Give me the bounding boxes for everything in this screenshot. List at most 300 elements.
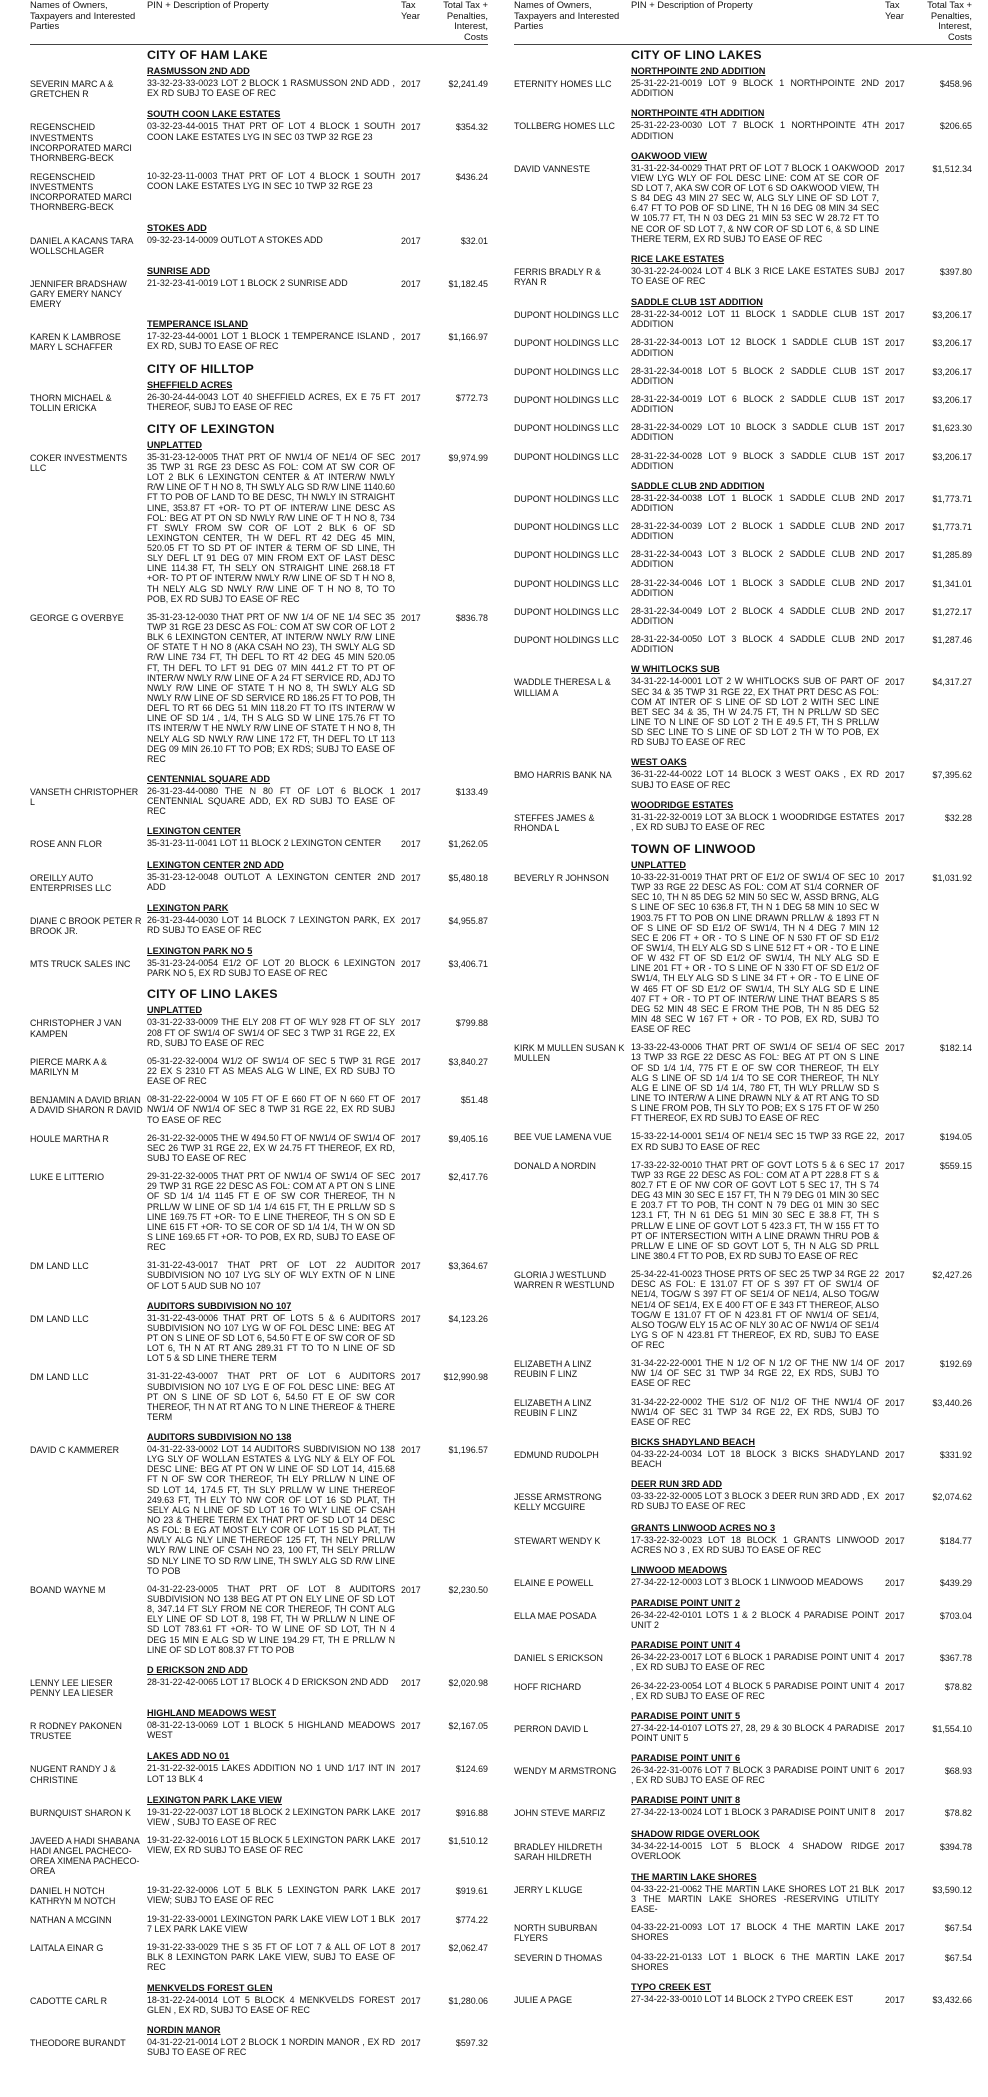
total-due: $836.78 [455, 612, 488, 623]
owner-name: VANSETH CHRISTOPHER L [30, 787, 139, 808]
property-description: 28-31-22-34-0019 LOT 6 BLOCK 2 SADDLE CLUB 1ST ADDITION [631, 393, 879, 415]
property-description: 21-31-22-32-0015 LAKES ADDITION NO 1 UND 1/17 INT IN LOT 13 BLK 4 [147, 1763, 395, 1784]
property-description: 08-31-22-13-0069 LOT 1 BLOCK 5 HIGHLAND MEADOWS WEST [147, 1720, 395, 1741]
total-due: $2,427.26 [932, 1270, 972, 1281]
tax-year: 2017 [885, 1884, 905, 1895]
tax-year: 2017 [401, 872, 421, 883]
tax-year: 2017 [885, 677, 905, 688]
property-description: 28-31-22-34-0028 LOT 9 BLOCK 3 SADDLE CLUB 1ST ADDITION [631, 450, 879, 471]
owner-name: LENNY LEE LIESER PENNY LEA LIESER [30, 1677, 114, 1699]
property-description: 25-34-22-41-0023 THOSE PRTS OF SEC 25 TWP 34 RGE 22 DESC AS FOL: E 131.07 FT OF S 397 FT OF SW1/4 OF NE1/4, TOG/W S 397 FT OF SE1/4 OF NE1/4, ALSO TOG/W NE1/4 OF SE1/4, EX E 400 FT OF E 343 FT THEREOF, ALSO TOG/W E 131.07 FT OF N 423.81 FT OF NW1/4 OF SE1/4, ALSO TOG/W ELY 15 AC OF NLY 30 AC OF NW1/4 OF SE1/4 LYG S OF N 423.81 FT THEREOF, EX RD, SUBJ TO EASE OF REC [631, 1269, 879, 1351]
property-description: 21-32-23-41-0019 LOT 1 BLOCK 2 SUNRISE ADD [147, 277, 348, 288]
property-description: 10-32-23-11-0003 THAT PRT OF LOT 4 BLOCK 1 SOUTH COON LAKE ESTATES LYG IN SEC 10 TWP 32 RGE 23 [147, 170, 395, 192]
header-pin: PIN + Description of Property [147, 0, 269, 10]
subdivision-heading: TEMPERANCE ISLAND [147, 319, 249, 330]
owner-name: JULIE A PAGE [514, 1994, 573, 2005]
subdivision-heading: NORTHPOINTE 4TH ADDITION [631, 108, 765, 119]
total-due: $3,206.17 [932, 366, 972, 377]
property-description: 35-31-23-12-0005 THAT PRT OF NW1/4 OF NE1/4 OF SEC 35 TWP 31 RGE 23 DESC AS FOL: COM AT SW COR OF LOT 2 BLK 6 LEXINGTON CENTER & AT INTER/W NWLY R/W LINE OF T H NO 8, TH SWLY ALG SD R/W LINE 1140.60 FT TO POB OF LAND TO BE DESC, TH NWLY IN STRAIGHT LINE, 353.87 FT +OR- TO PT OF INTER/W LINE DESC AS FOL: BEG AT PT ON SD NWLY R/W LINE OF T H NO 8, 734 FT SWLY FROM SW COR OF LOT 2 BLK 6 OF SD LEXINGTON CENTER, TH W DEFL RT 42 DEG 45 MIN, 520.05 FT TO SD PT OF INTER & TERM OF SD LINE, TH SLY DEFL LT 91 DEG 07 MIN FROM EXT OF LAST DESC LINE 114.38 FT, TH SELY ON STRAIGHT LINE 268.18 FT +OR- TO PT OF INTER/W NWLY R/W LINE OF SD T H NO 8, TH NELY ALG SD NWLY R/W LINE OF T H NO 8, TO TO POB, EX RD SUBJ TO EASE OF REC [147, 451, 395, 604]
total-due: $4,955.87 [448, 915, 488, 926]
total-due: $397.80 [939, 266, 972, 277]
table-row [514, 1920, 972, 1949]
total-due: $2,020.98 [448, 1677, 488, 1688]
table-row [30, 1131, 488, 1169]
tax-year: 2017 [885, 550, 905, 561]
owner-name: BENJAMIN A DAVID BRIAN A DAVID SHARON R DAVID [30, 1095, 143, 1116]
property-description: 03-32-23-44-0015 THAT PRT OF LOT 4 BLOCK 1 SOUTH COON LAKE ESTATES LYG IN SEC 03 TWP 32 RGE 23 [147, 121, 395, 142]
subdivision-heading: SADDLE CLUB 2ND ADDITION [631, 480, 765, 491]
table-row [514, 491, 972, 519]
property-description: 27-34-22-33-0010 LOT 14 BLOCK 2 TYPO CREEK EST [631, 1993, 854, 2004]
tax-year: 2017 [401, 915, 421, 926]
table-row [514, 449, 972, 477]
property-description: 28-31-22-34-0039 LOT 2 BLOCK 1 SADDLE CLUB 2ND ADDITION [631, 521, 879, 542]
table-row [30, 1718, 488, 1747]
subdivision-heading: TYPO CREEK EST [631, 1981, 712, 1992]
property-description: 17-32-23-44-0001 LOT 1 BLOCK 1 TEMPERANCE ISLAND , EX RD, SUBJ TO EASE OF REC [147, 331, 395, 352]
owner-name: JESSE ARMSTRONG KELLY MCGUIRE [514, 1492, 602, 1513]
subdivision-heading: UNPLATTED [147, 1005, 202, 1016]
table-row [30, 1805, 488, 1833]
tax-year: 2017 [401, 392, 421, 403]
subdivision-heading: UNPLATTED [147, 439, 202, 450]
table-row [514, 264, 972, 293]
total-due: $1,287.46 [932, 635, 972, 646]
subdivision-heading: PARADISE POINT UNIT 8 [631, 1795, 741, 1806]
owner-name: STEFFES JAMES & RHONDA L [514, 812, 595, 833]
table-row [30, 610, 488, 770]
owner-name: BURNQUIST SHARON K [30, 1807, 131, 1818]
tax-year: 2017 [401, 452, 421, 463]
total-due: $51.48 [460, 1095, 488, 1106]
owner-name: CHRISTOPHER J VAN KAMPEN [30, 1018, 122, 1039]
total-due: $772.73 [455, 392, 488, 403]
total-due: $5,480.18 [448, 872, 488, 883]
owner-name: DANIEL S ERICKSON [514, 1653, 603, 1664]
tax-year: 2017 [885, 1450, 905, 1461]
property-description: 28-31-22-34-0018 LOT 5 BLOCK 2 SADDLE CLUB 1ST ADDITION [631, 365, 879, 386]
owner-name: NUGENT RANDY J & CHRISTINE [30, 1764, 116, 1785]
table-row [514, 118, 972, 146]
tax-year: 2017 [401, 1372, 421, 1383]
owner-name: DM LAND LLC [30, 1261, 89, 1272]
table-row [514, 519, 972, 547]
subdivision-heading: STOKES ADD [147, 222, 207, 233]
table-row [514, 1533, 972, 1561]
city-heading: CITY OF LINO LAKES [631, 48, 762, 63]
property-description: 28-31-22-34-0043 LOT 3 BLOCK 2 SADDLE CLUB 2ND ADDITION [631, 549, 879, 570]
table-row [514, 810, 972, 839]
owner-name: JERRY L KLUGE [514, 1884, 583, 1895]
table-row [514, 1395, 972, 1433]
table-row [30, 1015, 488, 1053]
tax-year: 2017 [401, 959, 421, 970]
tax-year: 2017 [401, 839, 421, 850]
owner-name: DIANE C BROOK PETER R BROOK JR. [30, 915, 142, 936]
subdivision-heading: HIGHLAND MEADOWS WEST [147, 1708, 277, 1719]
tax-year: 2017 [885, 635, 905, 646]
property-description: 31-34-22-22-0001 THE N 1/2 OF N 1/2 OF THE NW 1/4 OF NW 1/4 OF SEC 31 TWP 34 RGE 22, EX RDS, SUBJ TO EASE OF REC [631, 1358, 879, 1389]
total-due: $439.29 [939, 1577, 972, 1588]
table-row [30, 233, 488, 262]
tax-year: 2017 [885, 1952, 905, 1963]
tax-year: 2017 [401, 1764, 421, 1775]
property-description: 19-31-22-22-0037 LOT 18 BLOCK 2 LEXINGTON PARK LAKE VIEW , SUBJ TO EASE OF REC [147, 1806, 395, 1827]
table-row [514, 1129, 972, 1157]
table-row [514, 307, 972, 335]
subdivision-heading: BICKS SHADYLAND BEACH [631, 1437, 756, 1448]
property-description: 26-31-22-32-0005 THE W 494.50 FT OF NW1/4 OF SW1/4 OF SEC 26 TWP 31 RGE 22, EX W 24.75 FT THEREOF, EX RD, SUBJ TO EASE OF REC [147, 1132, 395, 1163]
tax-year: 2017 [885, 1577, 905, 1588]
header-year: Tax Year [885, 0, 904, 21]
table-row [514, 1608, 972, 1636]
table-row [30, 1993, 488, 2021]
subdivision-heading: WOODRIDGE ESTATES [631, 799, 734, 810]
property-description: 26-34-22-23-0017 LOT 6 BLOCK 1 PARADISE POINT UNIT 4 , EX RD SUBJ TO EASE OF REC [631, 1652, 879, 1673]
owner-name: DUPONT HOLDINGS LLC [514, 522, 619, 533]
property-description: 27-34-22-13-0024 LOT 1 BLOCK 3 PARADISE POINT UNIT 8 [631, 1807, 876, 1818]
tax-year: 2017 [401, 235, 421, 246]
table-row [30, 1054, 488, 1092]
subdivision-heading: PARADISE POINT UNIT 4 [631, 1640, 741, 1651]
tax-year: 2017 [885, 338, 905, 349]
tax-year: 2017 [885, 1270, 905, 1281]
tax-year: 2017 [401, 171, 421, 182]
listing-column-right [514, 0, 972, 2097]
total-due: $9,405.16 [448, 1133, 488, 1144]
tax-year: 2017 [885, 1841, 905, 1852]
tax-year: 2017 [885, 79, 905, 90]
tax-year: 2017 [885, 1492, 905, 1503]
subdivision-heading: CENTENNIAL SQUARE ADD [147, 774, 271, 785]
property-description: 04-33-22-24-0034 LOT 18 BLOCK 3 BICKS SHADYLAND BEACH [631, 1449, 879, 1470]
total-due: $32.01 [460, 235, 488, 246]
property-description: 26-34-22-42-0101 LOTS 1 & 2 BLOCK 4 PARADISE POINT UNIT 2 [631, 1610, 879, 1631]
tax-year: 2017 [401, 1885, 421, 1896]
property-description: 28-31-22-34-0038 LOT 1 BLOCK 1 SADDLE CLUB 2ND ADDITION [631, 492, 879, 513]
table-row [514, 364, 972, 392]
owner-name: JAVEED A HADI SHABANA HADI ANGEL PACHECO-OREA XIMENA PACHECO-OREA [30, 1836, 140, 1877]
owner-name: HOFF RICHARD [514, 1681, 582, 1692]
table-row [514, 604, 972, 632]
subdivision-heading: WEST OAKS [631, 757, 687, 768]
property-description: 04-33-22-21-0093 LOT 17 BLOCK 4 THE MARTIN LAKE SHORES [631, 1922, 879, 1943]
tax-year: 2017 [885, 366, 905, 377]
owner-name: EDMUND RUDOLPH [514, 1450, 599, 1461]
tax-year: 2017 [401, 1445, 421, 1456]
tax-year: 2017 [401, 1914, 421, 1925]
table-row [30, 76, 488, 105]
tax-year: 2017 [885, 394, 905, 405]
property-description: 03-33-22-32-0005 LOT 3 BLOCK 3 DEER RUN 3RD ADD , EX RD SUBJ TO EASE OF REC [631, 1491, 879, 1512]
tax-year: 2017 [401, 1095, 421, 1106]
property-description: 31-31-22-43-0007 THAT PRT OF LOT 6 AUDITORS SUBDIVISION NO 107 LYG E OF FOL DESC LINE: BEG AT PT ON S LINE OF SD LOT 6, 54.50 FT E OF SW COR THEREOF, TH N AT RT ANG TO N LINE THEREOF & THERE TERM [147, 1371, 395, 1422]
table-row [514, 1158, 972, 1267]
owner-name: DANIEL A KACANS TARA WOLLSCHLAGER [30, 235, 133, 256]
tax-year: 2017 [401, 1172, 421, 1183]
tax-year: 2017 [885, 1653, 905, 1664]
owner-name: BEE VUE LAMENA VUE [514, 1132, 612, 1143]
table-row [514, 1679, 972, 1707]
total-due: $3,364.67 [448, 1261, 488, 1272]
total-due: $354.32 [455, 122, 488, 133]
owner-name: JOHN STEVE MARFIZ [514, 1808, 606, 1819]
total-due: $331.92 [939, 1450, 972, 1461]
subdivision-heading: LEXINGTON PARK NO 5 [147, 946, 253, 957]
owner-name: R RODNEY PAKONEN TRUSTEE [30, 1721, 122, 1742]
owner-name: KAREN K LAMBROSE MARY L SCHAFFER [30, 332, 121, 353]
owner-name: WENDY M ARMSTRONG [514, 1766, 617, 1777]
subdivision-heading: W WHITLOCKS SUB [631, 664, 720, 675]
header-total: Total Tax + Penalties, Interest, Costs [443, 0, 488, 42]
total-due: $182.14 [939, 1043, 972, 1054]
property-description: 27-34-22-14-0107 LOTS 27, 28, 29 & 30 BLOCK 4 PARADISE POINT UNIT 5 [631, 1722, 879, 1744]
subdivision-heading: LAKES ADD NO 01 [147, 1751, 230, 1762]
city-heading: CITY OF LEXINGTON [147, 421, 275, 436]
owner-name: THORN MICHAEL & TOLLIN ERICKA [30, 392, 112, 413]
owner-name: DANIEL H NOTCH KATHRYN M NOTCH [30, 1885, 116, 1906]
property-description: 28-31-22-34-0046 LOT 1 BLOCK 3 SADDLE CLUB 2ND ADDITION [631, 577, 879, 598]
property-description: 19-31-22-32-0016 LOT 15 BLOCK 5 LEXINGTON PARK LAKE VIEW, EX RD SUBJ TO EASE OF REC [147, 1835, 395, 1856]
owner-name: GEORGE G OVERBYE [30, 612, 124, 623]
property-description: 10-33-22-31-0019 THAT PRT OF E1/2 OF SW1/4 OF SEC 10 TWP 33 RGE 22 DESC AS FOL: COM AT S1/4 CORNER OF SEC 10, TH N 85 DEG 52 MIN 50 SEC W, ASSD BRNG, ALG S LINE OF SEC 10 636.8 FT, TH N 1 DEG 58 MIN 10 SEC W 1903.75 FT TO POB ON LINE DRAWN PRLL/W & 1893 FT N OF S LINE OF SD E1/2 OF SW1/4, TH N 4 DEG 7 MIN 12 SEC E 206 FT + OR - TO S LINE OF N 530 FT OF SD E1/2 OF SW1/4, TH ELY ALG SD S LINE 512 FT + OR - TO E LINE OF W 432 FT OF SD E1/2 OF SW1/4, TH NLY ALG SD E LINE 201 FT + OR - TO S LINE OF N 330 FT OF SD E1/2 OF SW1/4, TH ELY ALG SD S LINE 34 FT + OR - TO E LINE OF W 465 FT OF SD E1/2 OF SW1/4, TH SLY ALG SD E LINE 407 FT + OR - TO PT OF INTER/W LINE THAT BEARS S 85 DEG 52 MIN 48 SEC E FROM THE POB, TH N 85 DEG 52 MIN 48 SEC W 167 FT + OR - TO POB, EX RD, SUBJ TO EASE OF REC [631, 872, 879, 1035]
owner-name: NORTH SUBURBAN FLYERS [514, 1923, 598, 1944]
header-pin: PIN + Description of Property [631, 0, 753, 10]
total-due: $1,031.92 [932, 873, 972, 884]
total-due: $1,285.89 [932, 550, 972, 561]
property-description: 31-31-22-32-0019 LOT 3A BLOCK 1 WOODRIDGE ESTATES , EX RD SUBJ TO EASE OF REC [631, 811, 879, 832]
tax-year: 2017 [401, 1018, 421, 1029]
total-due: $2,417.76 [448, 1172, 488, 1183]
total-due: $3,406.71 [448, 959, 488, 970]
table-row [514, 1839, 972, 1868]
tax-year: 2017 [885, 163, 905, 174]
table-row [30, 836, 488, 855]
table-row [514, 767, 972, 795]
owner-name: DUPONT HOLDINGS LLC [514, 423, 619, 434]
table-row [514, 392, 972, 420]
total-due: $1,623.30 [932, 423, 972, 434]
owner-name: ELIZABETH A LINZ REUBIN F LINZ [514, 1359, 592, 1380]
table-row [30, 1092, 488, 1130]
property-description: 29-31-22-32-0005 THAT PRT OF NW1/4 OF SW1/4 OF SEC 29 TWP 31 RGE 22 DESC AS FOL: COM AT A PT ON S LINE OF SD 1/4 1/4 1145 FT E OF SW COR THEREOF, TH N PRLL/W W LINE OF SD 1/4 1/4 615 FT, TH E PRLL/W SD S LINE 169.75 FT +OR- TO E LINE THEREOF, TH S ON SD E LINE 615 FT +OR- TO SE COR OF SD 1/4 1/4, TH W ON SD S LINE 169.65 FT +OR- TO POB, EX RD, SUBJ TO EASE OF REC [147, 1171, 395, 1253]
tax-year: 2017 [885, 1723, 905, 1734]
owner-name: SEVERIN MARC A & GRETCHEN R [30, 79, 114, 100]
property-description: 04-33-22-21-0062 THE MARTIN LAKE SHORES LOT 21 BLK 3 THE MARTIN LAKE SHORES -RESERVING UTILITY EASE- [631, 1883, 879, 1915]
tax-year: 2017 [885, 1611, 905, 1622]
property-description: 31-34-22-22-0002 THE S1/2 OF N1/2 OF THE NW1/4 OF NW1/4 OF SEC 31 TWP 34 RGE 22, EX RDS, SUBJ TO EASE OF REC [631, 1396, 879, 1427]
table-row [30, 1442, 488, 1582]
total-due: $68.93 [944, 1766, 972, 1777]
subdivision-heading: PARADISE POINT UNIT 2 [631, 1598, 741, 1609]
tax-year: 2017 [885, 266, 905, 277]
subdivision-heading: RICE LAKE ESTATES [631, 253, 725, 264]
table-row [514, 1356, 972, 1394]
owner-name: DUPONT HOLDINGS LLC [514, 366, 619, 377]
total-due: $133.49 [455, 787, 488, 798]
property-description: 28-31-22-34-0012 LOT 11 BLOCK 1 SADDLE CLUB 1ST ADDITION [631, 309, 879, 330]
tax-year: 2017 [885, 1160, 905, 1171]
total-due: $3,206.17 [932, 451, 972, 462]
owner-name: DUPONT HOLDINGS LLC [514, 550, 619, 561]
property-description: 25-31-22-23-0030 LOT 7 BLOCK 1 NORTHPOINTE 4TH ADDITION [631, 120, 879, 141]
tax-year: 2017 [885, 606, 905, 617]
subdivision-heading: LINWOOD MEADOWS [631, 1564, 727, 1575]
total-due: $1,272.17 [932, 606, 972, 617]
table-row [30, 1582, 488, 1661]
owner-name: BRADLEY HILDRETH SARAH HILDRETH [514, 1841, 603, 1862]
tax-year: 2017 [401, 122, 421, 133]
table-row [30, 913, 488, 942]
property-description: 35-31-23-11-0041 LOT 11 BLOCK 2 LEXINGTON CENTER [147, 838, 382, 849]
owner-name: BOAND WAYNE M [30, 1584, 106, 1595]
subdivision-heading: GRANTS LINWOOD ACRES NO 3 [631, 1522, 776, 1533]
tax-year: 2017 [885, 1994, 905, 2005]
subdivision-heading: NORDIN MANOR [147, 2024, 221, 2035]
property-description: 28-31-22-34-0013 LOT 12 BLOCK 1 SADDLE CLUB 1ST ADDITION [631, 337, 879, 358]
table-row [514, 547, 972, 575]
subdivision-heading: RASMUSSON 2ND ADD [147, 66, 250, 77]
tax-year: 2017 [401, 612, 421, 623]
header-total: Total Tax + Penalties, Interest, Costs [927, 0, 972, 42]
table-row [30, 1675, 488, 1704]
subdivision-heading: THE MARTIN LAKE SHORES [631, 1871, 757, 1882]
property-description: 36-31-22-44-0022 LOT 14 BLOCK 3 WEST OAKS , EX RD SUBJ TO EASE OF REC [631, 769, 879, 790]
total-due: $3,206.17 [932, 310, 972, 321]
property-description: 33-32-23-33-0023 LOT 2 BLOCK 1 RASMUSSON 2ND ADD , EX RD SUBJ TO EASE OF REC [147, 78, 395, 99]
total-due: $3,440.26 [932, 1397, 972, 1408]
total-due: $703.04 [939, 1611, 972, 1622]
table-row [514, 1950, 972, 1978]
tax-year: 2017 [885, 873, 905, 884]
subdivision-heading: SHADOW RIDGE OVERLOOK [631, 1828, 760, 1839]
property-description: 28-31-22-42-0065 LOT 17 BLOCK 4 D ERICKSON 2ND ADD [147, 1676, 389, 1687]
tax-year: 2017 [885, 1397, 905, 1408]
tax-year: 2017 [885, 1681, 905, 1692]
property-description: 04-33-22-21-0133 LOT 1 BLOCK 6 THE MARTIN LAKE SHORES [631, 1951, 879, 1972]
owner-name: MTS TRUCK SALES INC [30, 959, 131, 970]
tax-year: 2017 [401, 1584, 421, 1595]
table-row [514, 1805, 972, 1824]
owner-name: LAITALA EINAR G [30, 1943, 104, 1954]
property-description: 19-31-22-33-0029 THE S 35 FT OF LOT 7 & ALL OF LOT 8 BLK 8 LEXINGTON PARK LAKE VIEW, SUBJ TO EASE OF REC [147, 1942, 395, 1973]
subdivision-heading: LEXINGTON PARK LAKE VIEW [147, 1794, 282, 1805]
property-description: 04-31-22-21-0014 LOT 2 BLOCK 1 NORDIN MANOR , EX RD SUBJ TO EASE OF REC [147, 2036, 395, 2057]
tax-year: 2017 [885, 1923, 905, 1934]
property-description: 28-31-22-34-0049 LOT 2 BLOCK 4 SADDLE CLUB 2ND ADDITION [631, 605, 879, 627]
property-description: 28-31-22-34-0029 LOT 10 BLOCK 3 SADDLE CLUB 1ST ADDITION [631, 422, 879, 443]
subdivision-heading: OAKWOOD VIEW [631, 150, 708, 161]
city-heading: CITY OF HILLTOP [147, 361, 254, 376]
subdivision-heading: PARADISE POINT UNIT 5 [631, 1710, 741, 1721]
property-description: 28-31-22-34-0050 LOT 3 BLOCK 4 SADDLE CLUB 2ND ADDITION [631, 634, 879, 655]
owner-name: DUPONT HOLDINGS LLC [514, 635, 619, 646]
tax-year: 2017 [885, 121, 905, 132]
total-due: $192.69 [939, 1359, 972, 1370]
owner-name: REGENSCHEID INVESTMENTS INCORPORATED MARCI THORNBERG-BECK [30, 171, 132, 213]
total-due: $799.88 [455, 1018, 488, 1029]
total-due: $9,974.99 [448, 452, 488, 463]
property-description: 19-31-22-32-0006 LOT 5 BLK 5 LEXINGTON PARK LAKE VIEW; SUBJ TO EASE OF REC [147, 1884, 395, 1905]
total-due: $436.24 [455, 171, 488, 182]
tax-year: 2017 [401, 332, 421, 343]
total-due: $2,230.50 [448, 1584, 488, 1595]
owner-name: DUPONT HOLDINGS LLC [514, 394, 619, 405]
tax-year: 2017 [885, 770, 905, 781]
table-row [514, 576, 972, 604]
listing-body [30, 48, 488, 2063]
table-row [30, 1258, 488, 1296]
owner-name: LUKE E LITTERIO [30, 1172, 104, 1183]
tax-year: 2017 [885, 1359, 905, 1370]
property-description: 34-31-22-14-0001 LOT 2 W WHITLOCKS SUB OF PART OF SEC 34 & 35 TWP 31 RGE 22, EX THAT PRT DESC AS FOL: COM AT INTER OF S LINE OF SD LOT 2 WITH SEC LINE BET SEC 34 & 35, TH W 24.75 FT, TH N PRLL/W SD SEC LINE TO N LINE OF SD LOT 2 TH E 49.5 FT, TH S PRLL/W SD SEC LINE TO S LINE OF SD LOT 2 TH W TO POB, EX RD SUBJ TO EASE OF REC [631, 676, 879, 748]
owner-name: DUPONT HOLDINGS LLC [514, 578, 619, 589]
table-row [514, 1040, 972, 1129]
tax-year: 2017 [885, 310, 905, 321]
table-row [30, 1169, 488, 1258]
total-due: $184.77 [939, 1535, 972, 1546]
subdivision-heading: SUNRISE ADD [147, 265, 210, 276]
property-description: 30-31-22-24-0024 LOT 4 BLK 3 RICE LAKE ESTATES SUBJ TO EASE OF REC [631, 265, 879, 286]
total-due: $4,317.27 [932, 677, 972, 688]
total-due: $1,166.97 [448, 332, 488, 343]
property-description: 31-31-22-43-0017 THAT PRT OF LOT 22 AUDITOR SUBDIVISION NO 107 LYG SLY OF WLY EXTN OF N LINE OF LOT 5 AUD SUB NO 107 [147, 1260, 395, 1291]
table-row [30, 329, 488, 358]
table-row [30, 1912, 488, 1940]
owner-name: ELIZABETH A LINZ REUBIN F LINZ [514, 1397, 592, 1418]
total-due: $1,341.01 [932, 578, 972, 589]
owner-name: ROSE ANN FLOR [30, 839, 103, 850]
total-due: $367.78 [939, 1653, 972, 1664]
owner-name: JENNIFER BRADSHAW GARY EMERY NANCY EMERY [30, 278, 127, 310]
table-row [514, 1650, 972, 1678]
property-description: 13-33-22-43-0006 THAT PRT OF SW1/4 OF SE1/4 OF SEC 13 TWP 33 RGE 22 DESC AS FOL: BEG AT PT ON S LINE OF SD 1/4 1/4, 775 FT E OF SW COR THEREOF, TH ELY ALG S LINE OF SD 1/4 1/4 TO SE COR THEREOF, TH NLY ALG E LINE OF SD 1/4 1/4, 780 FT, TH WLY PRLL/W SD S LINE TO INTER/W A LINE DRAWN NLY & AT RT ANG TO SD S LINE FROM POB, TH SLY TO POB; EX S 175 FT OF W 250 FT THEREOF, EX RD SUBJ TO EASE OF REC [631, 1042, 879, 1124]
total-due: $2,062.47 [448, 1943, 488, 1954]
table-row [514, 1267, 972, 1356]
subdivision-heading: DEER RUN 3RD ADD [631, 1479, 723, 1490]
total-due: $206.65 [939, 121, 972, 132]
total-due: $78.82 [944, 1808, 972, 1819]
total-due: $1,773.71 [932, 522, 972, 533]
table-row [514, 76, 972, 104]
property-description: 19-31-22-33-0001 LEXINGTON PARK LAKE VIEW LOT 1 BLK 7 LEX PARK LAKE VIEW [147, 1913, 395, 1934]
owner-name: ELAINE E POWELL [514, 1577, 594, 1588]
total-due: $67.54 [944, 1923, 972, 1934]
tax-year: 2017 [885, 493, 905, 504]
owner-name: HOULE MARTHA R [30, 1133, 109, 1144]
total-due: $597.32 [455, 2037, 488, 2048]
column-header [514, 0, 972, 45]
owner-name: DUPONT HOLDINGS LLC [514, 338, 619, 349]
tax-year: 2017 [401, 1261, 421, 1272]
total-due: $774.22 [455, 1914, 488, 1925]
owner-name: DM LAND LLC [30, 1313, 89, 1324]
tax-year: 2017 [885, 451, 905, 462]
tax-year: 2017 [401, 1313, 421, 1324]
listing-body [514, 48, 972, 2011]
property-description: 05-31-22-32-0004 W1/2 OF SW1/4 OF SEC 5 TWP 31 RGE 22 EX S 2310 FT AS MEAS ALG W LINE, EX RD SUBJ TO EASE OF REC [147, 1055, 395, 1087]
owner-name: ELLA MAE POSADA [514, 1611, 597, 1622]
table-row [30, 119, 488, 169]
property-description: 04-31-22-23-0005 THAT PRT OF LOT 8 AUDITORS SUBDIVISION NO 138 BEG AT PT ON ELY LINE OF SD LOT 8, 347.14 FT SLY FROM NE COR THEREOF, TH CONT ALG ELY LINE OF SD LOT 8, 198 FT, TH W PRLL/W N LINE OF SD LOT 783.61 FT +OR- TO W LINE OF SD LOT, TH N 4 DEG 15 MIN E ALG SD W LINE 194.29 FT, TH E PRLL/W N LINE OF SD LOT 808.37 FT TO POB [147, 1583, 395, 1655]
owner-name: BMO HARRIS BANK NA [514, 770, 612, 781]
property-description: 31-31-22-43-0006 THAT PRT OF LOTS 5 & 6 AUDITORS SUBDIVISION NO 107 LYG W OF FOL DESC LINE: BEG AT PT ON S LINE OF SD LOT 6, 54.50 FT E OF SW COR OF SD LOT 6, TH N AT RT ANG 289.31 FT TO TO N LINE OF SD LOT 5 & SD LINE THERE TERM [147, 1312, 395, 1364]
tax-year: 2017 [885, 1132, 905, 1143]
subdivision-heading: MENKVELDS FOREST GLEN [147, 1982, 273, 1993]
subdivision-heading: LEXINGTON CENTER 2ND ADD [147, 859, 284, 870]
subdivision-heading: UNPLATTED [631, 860, 686, 871]
total-due: $919.61 [455, 1885, 488, 1896]
